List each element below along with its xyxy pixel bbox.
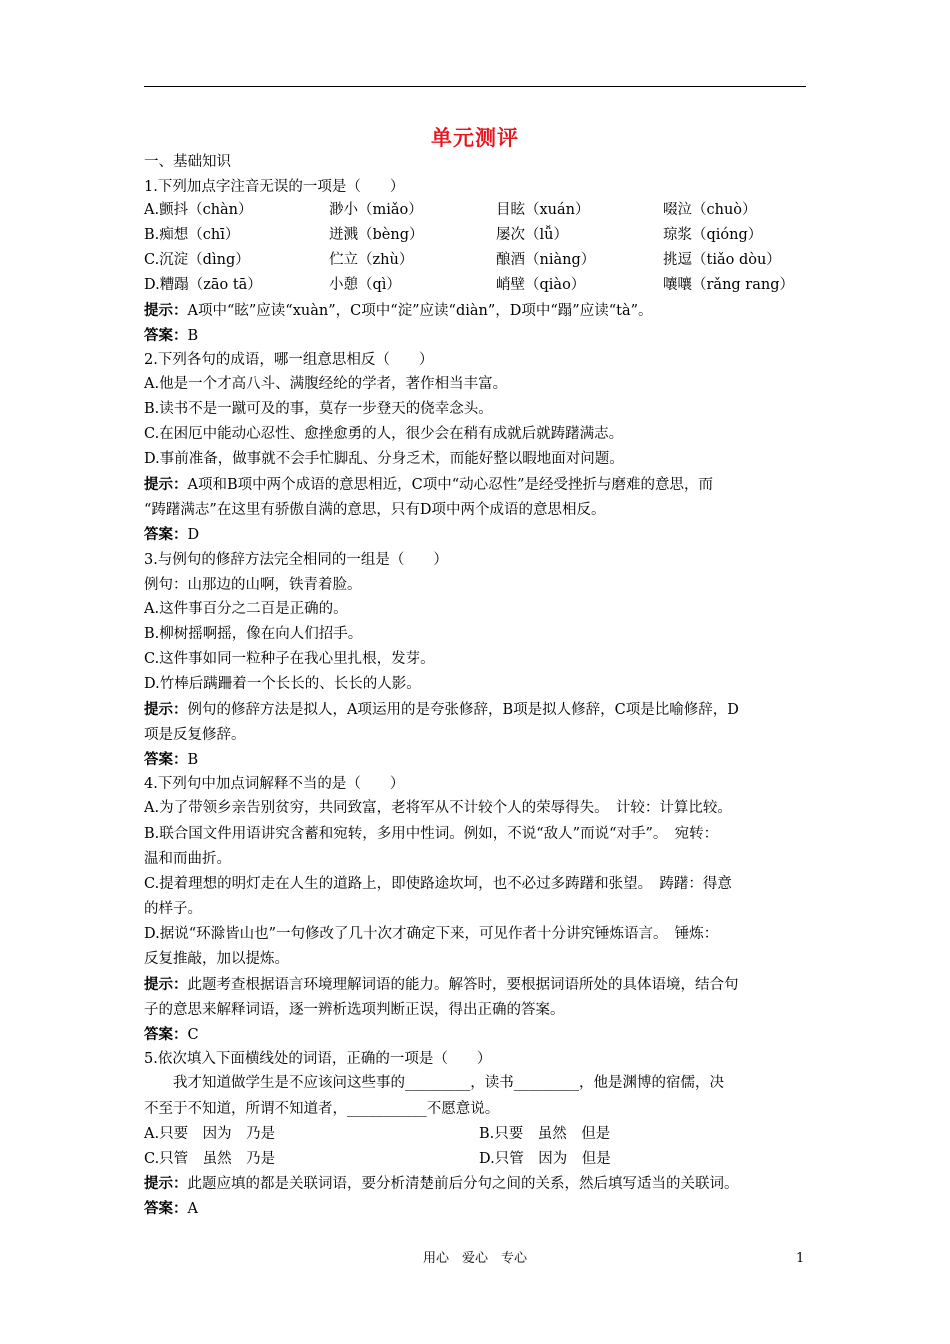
answer-label: 答案： [144,1027,188,1043]
q3-hint-line-2: 项是反复修辞。 [144,727,246,743]
q4-line-5: 的样子。 [144,901,202,917]
page-footer: 用心 爱心 专心 [422,1251,527,1266]
q5-stem: 5.依次填入下面横线处的词语，正确的一项是（ ） [144,1051,492,1067]
q1-c-2: 伫立（zhù） [329,252,414,268]
q1-a-3: 目眩（xuán） [496,202,590,218]
q5-option-c: C.只管 虽然 乃是 [144,1151,276,1167]
q4-line-1: A.为了带领乡亲告别贫穷，共同致富，老将军从不计较个人的荣辱得失。 计较：计算比较。 [144,800,732,816]
q1-row-c [144,250,806,270]
q2-answer-value: D [187,527,200,543]
q2-stem: 2.下列各句的成语，哪一组意思相反（ ） [144,352,434,368]
q2-answer [144,525,199,545]
q5-option-d: D.只管 因为 但是 [479,1151,611,1167]
q5-option-b: B.只要 虽然 但是 [479,1126,611,1142]
q5-options-row-1 [144,1124,806,1144]
q2-option-c: C.在困厄中能动心忍性、愈挫愈勇的人，很少会在稍有成就后就踌躇满志。 [144,426,624,442]
q4-answer [144,1025,199,1045]
answer-label: 答案： [144,752,188,768]
q3-stem: 3.与例句的修辞方法完全相同的一组是（ ） [144,552,448,568]
hint-label: 提示： [144,477,188,493]
q4-line-6: D.据说“环滁皆山也”一句修改了几十次才确定下来，可见作者十分讲究锤炼语言。 锤炼： [144,926,719,942]
q1-a-1: A.颤抖（chàn） [144,202,253,218]
q2-option-d: D.事前准备，做事就不会手忙脚乱、分身乏术，而能好整以暇地面对问题。 [144,451,624,467]
q4-hint-line-1: 此题考查根据语言环境理解词语的能力。解答时，要根据词语所处的具体语境，结合句 [187,977,739,993]
q4-line-4: C.提着理想的明灯走在人生的道路上，即使路途坎坷，也不必过多踌躇和张望。 踌躇：得意 [144,876,732,892]
hint-label: 提示： [144,977,188,993]
q1-row-a [144,200,806,220]
q1-row-b [144,225,806,245]
header-rule [144,86,806,87]
q5-passage-line-1: 我才知道做学生是不应该问这些事的_________，读书_________，他是渊博的宿儒，决 [144,1075,724,1091]
q2-hint-line-2: “踌躇满志”在这里有骄傲自满的意思，只有D项中两个成语的意思相反。 [144,502,606,518]
q1-hint-text: A项中“眩”应读“xuàn”，C项中“淀”应读“diàn”，D项中“蹋”应读“tà”。 [187,303,653,319]
q5-passage-line-2: 不至于不知道，所谓不知道者，___________不愿意说。 [144,1101,500,1117]
q1-row-d [144,275,806,295]
page-number: 1 [796,1251,805,1266]
q3-option-a: A.这件事百分之二百是正确的。 [144,601,348,617]
q4-line-2: B.联合国文件用语讲究含蓄和宛转，多用中性词。例如，不说“敌人”而说“对手”。 宛转： [144,826,719,842]
hint-label: 提示： [144,1176,188,1192]
q4-line-7: 反复推敲，加以提炼。 [144,951,289,967]
q1-b-4: 琼浆（qióng） [663,227,763,243]
q3-example: 例句：山那边的山啊，铁青着脸。 [144,577,362,593]
hint-label: 提示： [144,303,188,319]
q2-hint-line-1: A项和B项中两个成语的意思相近，C项中“动心忍性”是经受挫折与磨难的意思，而 [187,477,714,493]
q2-hint [144,475,713,495]
q2-option-b: B.读书不是一蹴可及的事，莫存一步登天的侥幸念头。 [144,401,493,417]
hint-label: 提示： [144,702,188,718]
q5-options-row-2 [144,1149,806,1169]
q1-d-2: 小憩（qì） [329,277,401,293]
answer-label: 答案： [144,328,188,344]
q1-answer-value: B [187,328,199,344]
q1-d-3: 峭壁（qiào） [496,277,586,293]
q1-a-4: 啜泣（chuò） [663,202,757,218]
q3-option-c: C.这件事如同一粒种子在我心里扎根，发芽。 [144,651,435,667]
q4-stem: 4.下列句中加点词解释不当的是（ ） [144,776,405,792]
q4-hint-line-2: 子的意思来解释词语，逐一辨析选项判断正误，得出正确的答案。 [144,1002,565,1018]
q3-answer [144,750,198,770]
q1-d-1: D.糟蹋（zāo tā） [144,277,262,293]
q1-c-4: 挑逗（tiǎo dòu） [663,252,781,268]
page-title: 单元测评 [431,126,519,150]
q5-hint [144,1174,739,1194]
q1-hint [144,301,653,321]
q3-hint-line-1: 例句的修辞方法是拟人，A项运用的是夸张修辞，B项是拟人修辞，C项是比喻修辞，D [187,702,739,718]
q5-answer-value: A [187,1201,198,1217]
q4-hint [144,975,739,995]
q1-answer [144,326,198,346]
q3-hint [144,700,739,720]
q3-option-b: B.柳树摇啊摇，像在向人们招手。 [144,626,363,642]
q5-hint-text: 此题应填的都是关联词语，要分析清楚前后分句之间的关系，然后填写适当的关联词。 [187,1176,739,1192]
q1-d-4: 嚷嚷（rǎng rang） [663,277,795,293]
q1-a-2: 渺小（miǎo） [329,202,423,218]
q1-b-1: B.痴想（chī） [144,227,240,243]
q3-option-d: D.竹棒后蹒跚着一个长长的、长长的人影。 [144,676,421,692]
q1-c-1: C.沉淀（dìng） [144,252,250,268]
q4-answer-value: C [187,1027,199,1043]
q1-c-3: 酿酒（niàng） [496,252,596,268]
answer-label: 答案： [144,1201,188,1217]
answer-label: 答案： [144,527,188,543]
q2-option-a: A.他是一个才高八斗、满腹经纶的学者，著作相当丰富。 [144,376,508,392]
q3-answer-value: B [187,752,199,768]
q4-line-3: 温和而曲折。 [144,851,231,867]
q1-b-3: 屡次（lǚ） [496,227,568,243]
section-heading: 一、基础知识 [144,154,231,170]
q5-option-a: A.只要 因为 乃是 [144,1126,276,1142]
q1-stem: 1.下列加点字注音无误的一项是（ ） [144,179,405,195]
q5-answer [144,1199,198,1219]
q1-b-2: 迸溅（bèng） [329,227,424,243]
